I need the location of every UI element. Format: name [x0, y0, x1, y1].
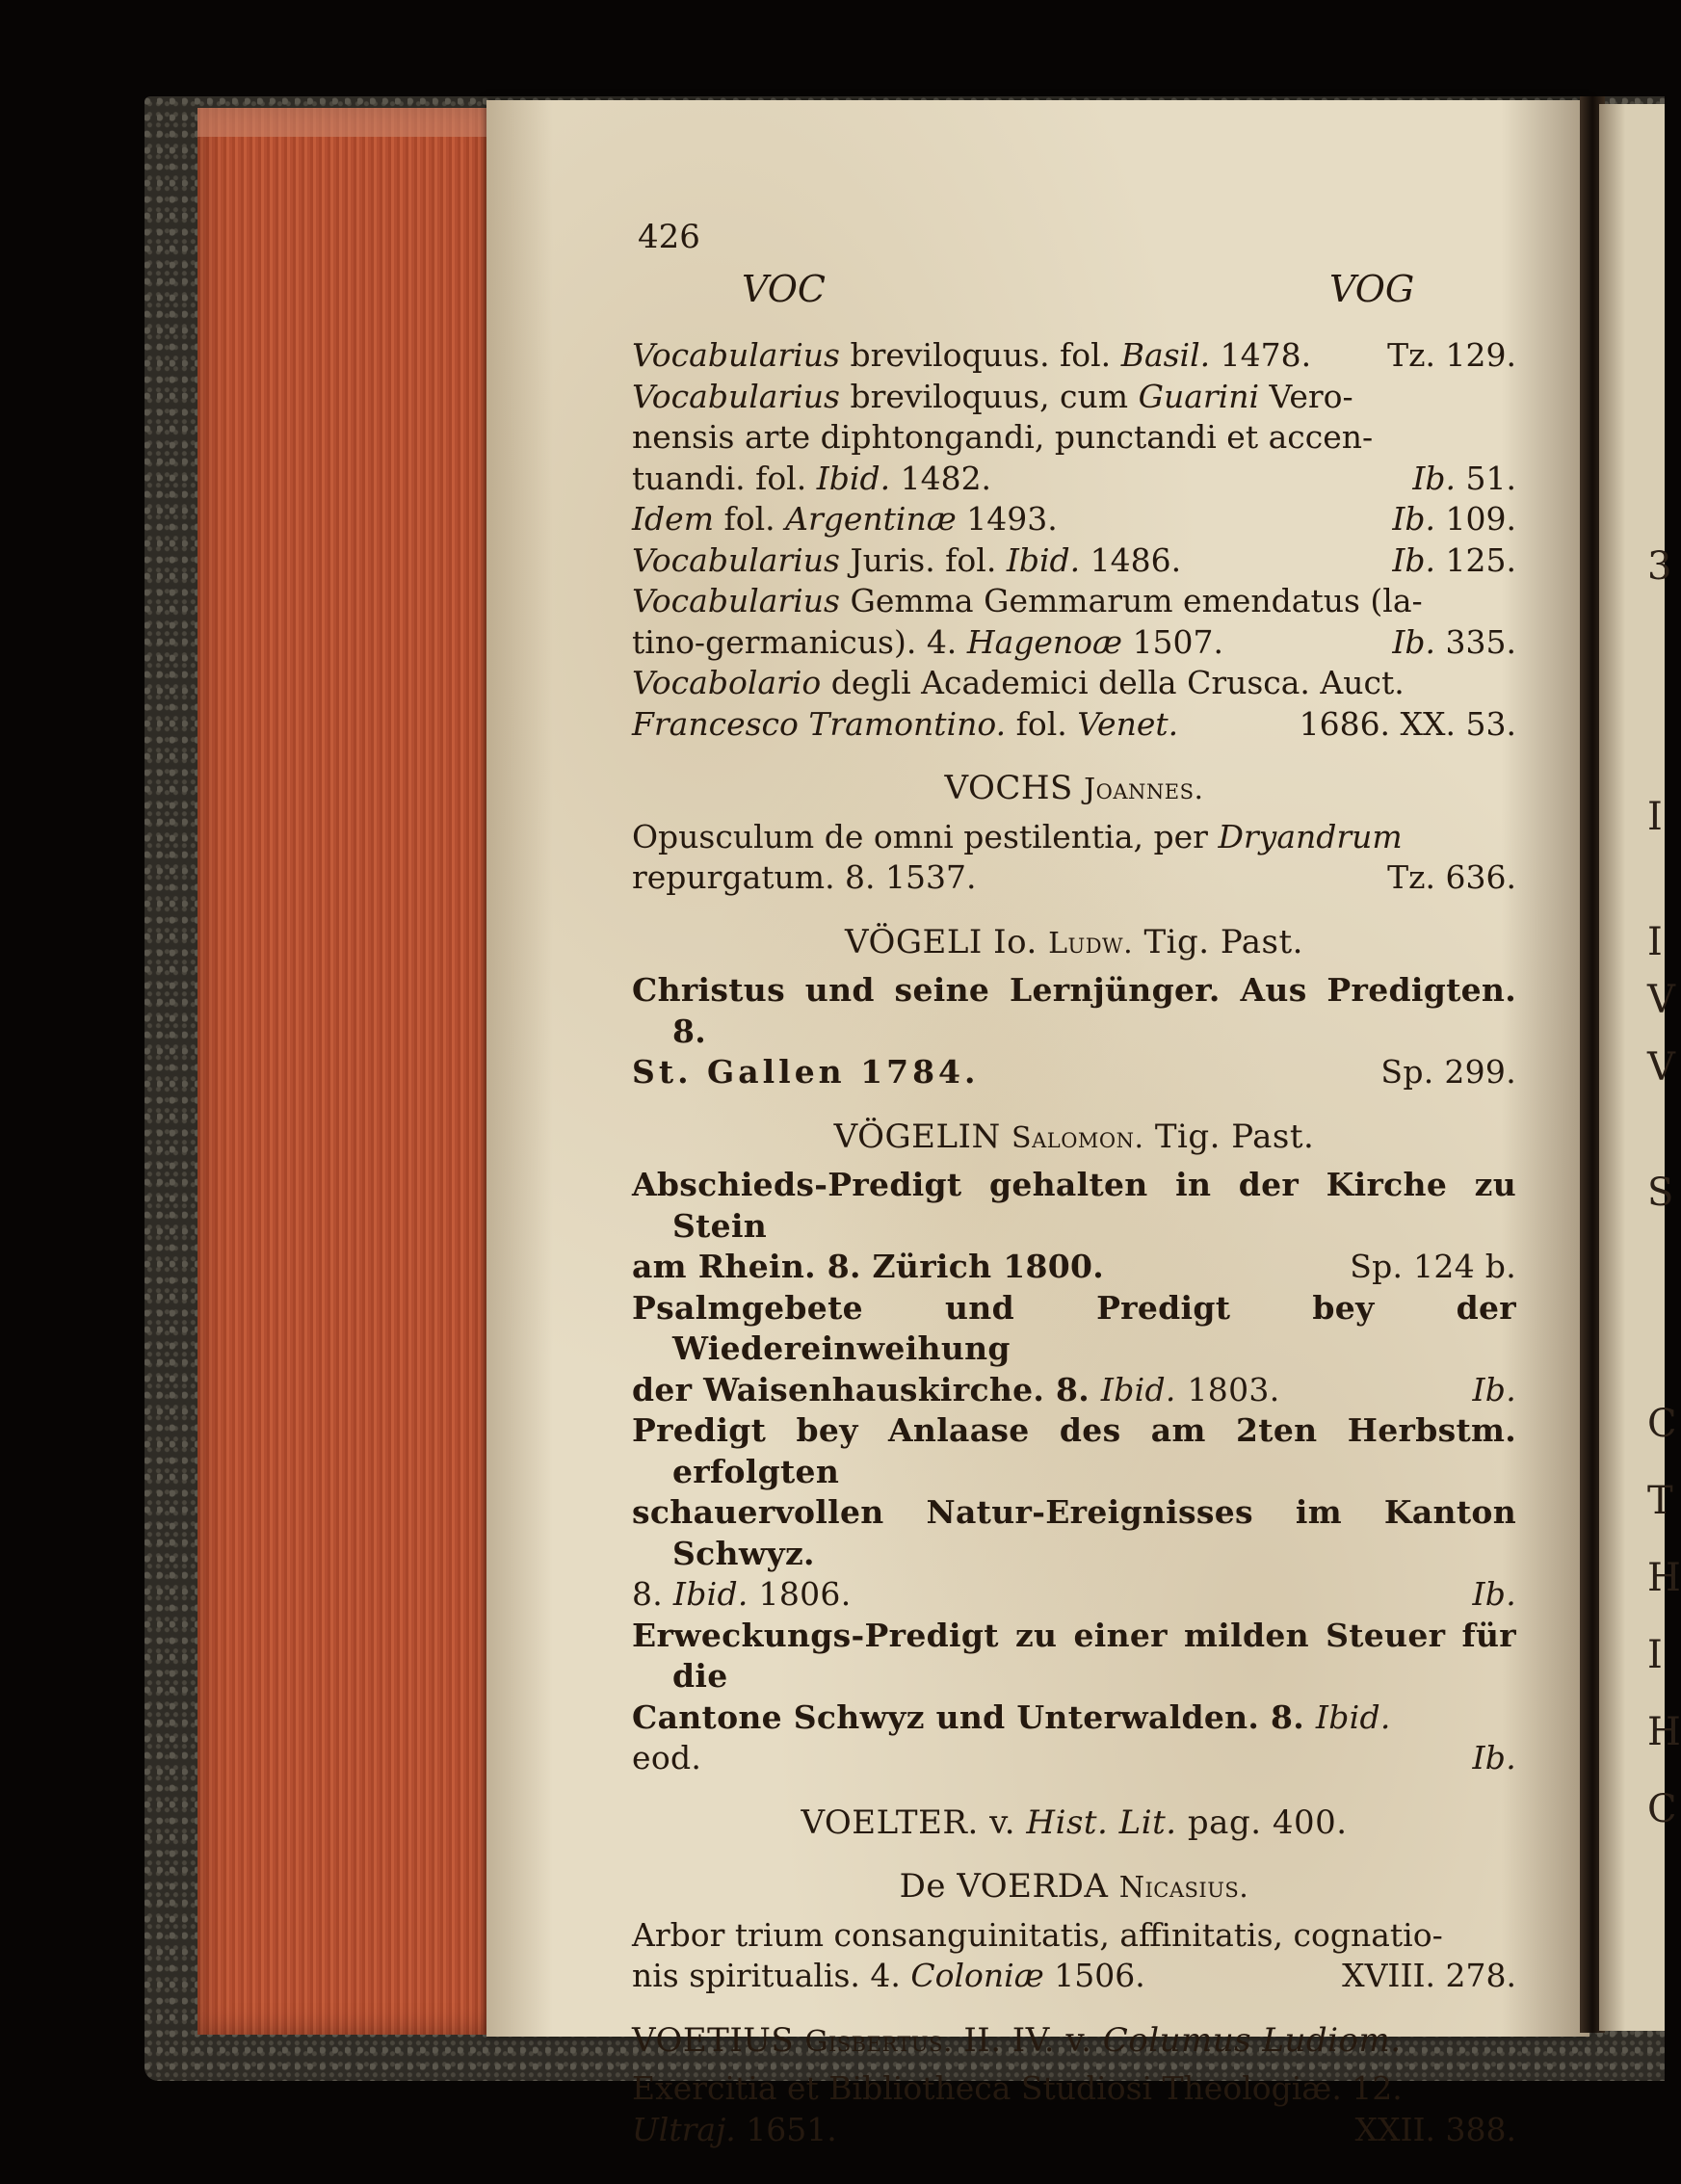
- catalogue-entry: Predigt bey Anlaase des am 2ten Herbstm. erfolgten schauervollen Natur-Ereignisses im Kanton Schwyz. 8. Ibid. 1806. Ib.: [632, 1411, 1516, 1613]
- next-page-fragment: 3: [1647, 544, 1672, 589]
- catalogue-entry: Vocabolario degli Academici della Crusca. Auct. Francesco Tramontino. fol. Venet. 1686. XX. 53.: [632, 664, 1516, 743]
- next-page-fragment: I: [1647, 795, 1663, 839]
- next-page-fragment: H: [1647, 1710, 1681, 1754]
- catalogue-entry: Erweckungs-Predigt zu einer milden Steuer für die Cantone Schwyz und Unterwalden. 8. Ibid. eod. Ib.: [632, 1616, 1516, 1776]
- catalogue-entry: Vocabularius Juris. fol. Ibid. 1486. Ib. 125.: [632, 540, 1516, 579]
- author-heading: VOELTER. v. Hist. Lit. pag. 400.: [801, 1802, 1348, 1842]
- catalogue-entries: [632, 335, 1516, 2150]
- author-heading: VÖGELIN Salomon. Tig. Past.: [833, 1117, 1315, 1156]
- author-heading: De VOERDA Nicasius.: [899, 1867, 1249, 1906]
- next-page-fragment: V: [1647, 1045, 1675, 1090]
- next-page-fragment: I: [1647, 1633, 1663, 1677]
- running-head-right: VOG: [1329, 268, 1415, 310]
- page-edges: [197, 108, 500, 2035]
- catalogue-entry: Christus und seine Lernjünger. Aus Predigten. 8. St. Gallen 1784. Sp. 299.: [632, 971, 1516, 1091]
- author-heading: VOCHS Joannes.: [944, 769, 1204, 807]
- next-page-fragment: V: [1647, 978, 1675, 1022]
- next-page-fragment: C: [1647, 1402, 1677, 1446]
- page-number: 426: [638, 218, 700, 256]
- catalogue-entry: Psalmgebete und Predigt bey der Wiedereinweihung der Waisenhauskirche. 8. Ibid. 1803. Ib.: [632, 1288, 1516, 1408]
- catalogue-entry: Vocabularius Gemma Gemmarum emendatus (la- tino-germanicus). 4. Hagenoæ 1507. Ib. 335.: [632, 582, 1516, 661]
- catalogue-entry: Abschieds-Predigt gehalten in der Kirche zu Stein am Rhein. 8. Zürich 1800. Sp. 124 b.: [632, 1166, 1516, 1285]
- next-page-fragment: H: [1647, 1556, 1681, 1600]
- catalogue-entry: Vocabularius breviloquus. fol. Basil. 1478. Tz. 129.: [632, 335, 1516, 377]
- running-head-left: VOC: [742, 268, 827, 310]
- catalogue-entry: Exercitia et Bibliotheca Studiosi Theologiæ. 12. Ultraj. 1651. XXII. 388.: [632, 2069, 1516, 2148]
- author-heading: VÖGELI Io. Ludw. Tig. Past.: [845, 922, 1303, 961]
- entry-reference: Tz. 129.: [1387, 336, 1516, 374]
- author-heading: VOETIUS Gisbertus. II. IV. v. Columus Ludiom.: [632, 2020, 1402, 2060]
- next-page-fragment: C: [1647, 1787, 1677, 1831]
- catalogue-entry: Arbor trium consanguinitatis, affinitatis, cognatio- nis spiritualis. 4. Coloniæ 1506. XVIII. 278.: [632, 1915, 1516, 1994]
- catalogue-entry: Vocabularius breviloquus, cum Guarini Vero- nensis arte diphtongandi, punctandi et accen- tuandi. fol. Ibid. 1482. Ib. 51.: [632, 377, 1516, 497]
- next-page-fragment: I: [1647, 920, 1663, 964]
- catalogue-entry: Idem fol. Argentinæ 1493. Ib. 109.: [632, 500, 1516, 538]
- next-page-fragment: T: [1647, 1479, 1673, 1523]
- next-page-fragment: S: [1647, 1171, 1674, 1215]
- catalogue-entry: Opusculum de omni pestilentia, per Dryandrum repurgatum. 8. 1537. Tz. 636.: [632, 817, 1516, 896]
